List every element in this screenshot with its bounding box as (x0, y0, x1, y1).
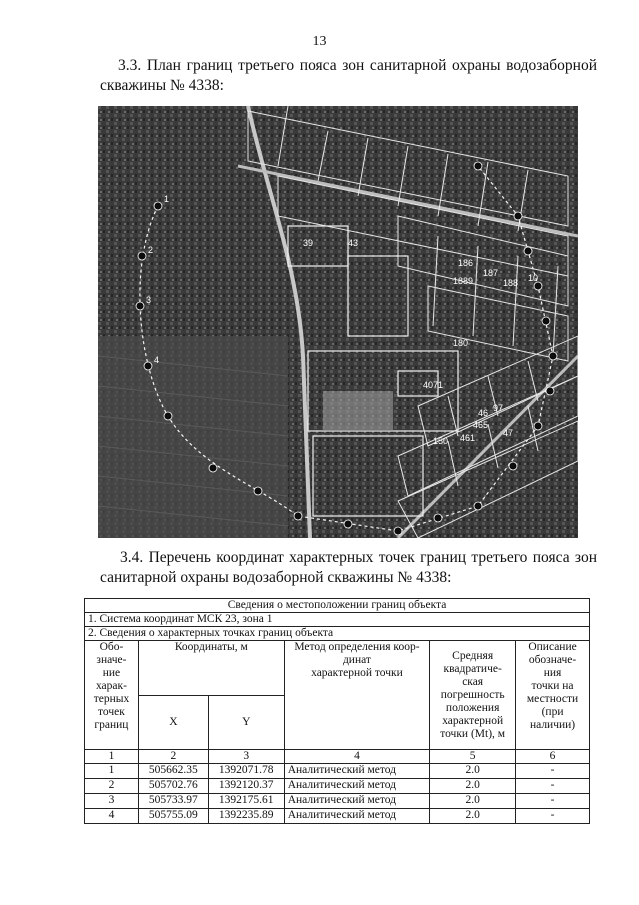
map-label: 186 (458, 258, 474, 268)
map-label: 465 (473, 420, 489, 430)
header-designation: Обо- значе- ние харак- терных точек границ (85, 641, 139, 750)
boundary-point-label: 1 (164, 194, 170, 204)
method-value: Аналитический метод (284, 779, 430, 794)
header-x: X (138, 695, 208, 750)
map-label: 39 (303, 238, 314, 248)
coordinate-system-row: 1. Система координат МСК 23, зона 1 (85, 613, 590, 627)
header-coordinates: Координаты, м (138, 641, 284, 696)
map-label: 461 (460, 433, 476, 443)
boundary-point-label: 4 (154, 355, 160, 365)
y-value: 1392071.78 (208, 764, 284, 779)
points-info-row: 2. Сведения о характерных точках границ объекта (85, 627, 590, 641)
method-value: Аналитический метод (284, 764, 430, 779)
x-value: 505733.97 (138, 794, 208, 809)
header-accuracy: Средняя квадратиче- ская погрешность положения характерной точки (Mt), м (430, 641, 516, 750)
x-value: 505662.35 (138, 764, 208, 779)
header-method: Метод определения коор- динат характерной точки (284, 641, 430, 750)
point-id: 3 (85, 794, 139, 809)
map-label: 1889 (453, 276, 474, 286)
aerial-map-image (98, 106, 578, 538)
x-value: 505755.09 (138, 809, 208, 824)
column-number: 4 (284, 750, 430, 764)
boundary-point-label: 3 (146, 295, 152, 305)
table-row (85, 764, 590, 779)
header-description: Описание обозначе- ния точки на местности (при наличии) (516, 641, 590, 750)
coordinates-table (84, 598, 590, 824)
map-label: 188 (503, 278, 519, 288)
column-number: 6 (516, 750, 590, 764)
table-title: Сведения о местоположении границ объекта (85, 599, 590, 613)
map-label: 97 (493, 403, 504, 413)
point-id: 4 (85, 809, 139, 824)
table-row (85, 794, 590, 809)
zone-boundary-map (98, 106, 578, 538)
x-value: 505702.76 (138, 779, 208, 794)
map-label: 10 (528, 273, 539, 283)
description-value: - (516, 794, 590, 809)
method-value: Аналитический метод (284, 794, 430, 809)
y-value: 1392235.89 (208, 809, 284, 824)
point-id: 2 (85, 779, 139, 794)
accuracy-value: 2.0 (430, 809, 516, 824)
map-label: 187 (483, 268, 499, 278)
accuracy-value: 2.0 (430, 794, 516, 809)
map-label: 4071 (423, 380, 444, 390)
accuracy-value: 2.0 (430, 764, 516, 779)
column-number: 1 (85, 750, 139, 764)
y-value: 1392175.61 (208, 794, 284, 809)
column-number: 3 (208, 750, 284, 764)
map-label: 46 (478, 408, 489, 418)
accuracy-value: 2.0 (430, 779, 516, 794)
page-number: 13 (312, 34, 327, 49)
method-value: Аналитический метод (284, 809, 430, 824)
description-value: - (516, 764, 590, 779)
point-id: 1 (85, 764, 139, 779)
header-y: Y (208, 695, 284, 750)
map-label: 150 (433, 436, 449, 446)
column-number: 5 (430, 750, 516, 764)
map-label: 47 (503, 428, 514, 438)
map-label: 43 (348, 238, 359, 248)
section-3-4-heading: 3.4. Перечень координат характерных точек границ третьего пояса зон санитарной охраны водозаборной скважины № 4338: (100, 549, 597, 586)
column-number: 2 (138, 750, 208, 764)
table-row (85, 809, 590, 824)
table-row (85, 779, 590, 794)
boundary-point-label: 2 (148, 245, 154, 255)
y-value: 1392120.37 (208, 779, 284, 794)
section-3-3-heading: 3.3. План границ третьего пояса зон санитарной охраны водозаборной скважины № 4338: (100, 57, 597, 94)
map-label: 180 (453, 338, 469, 348)
description-value: - (516, 779, 590, 794)
description-value: - (516, 809, 590, 824)
